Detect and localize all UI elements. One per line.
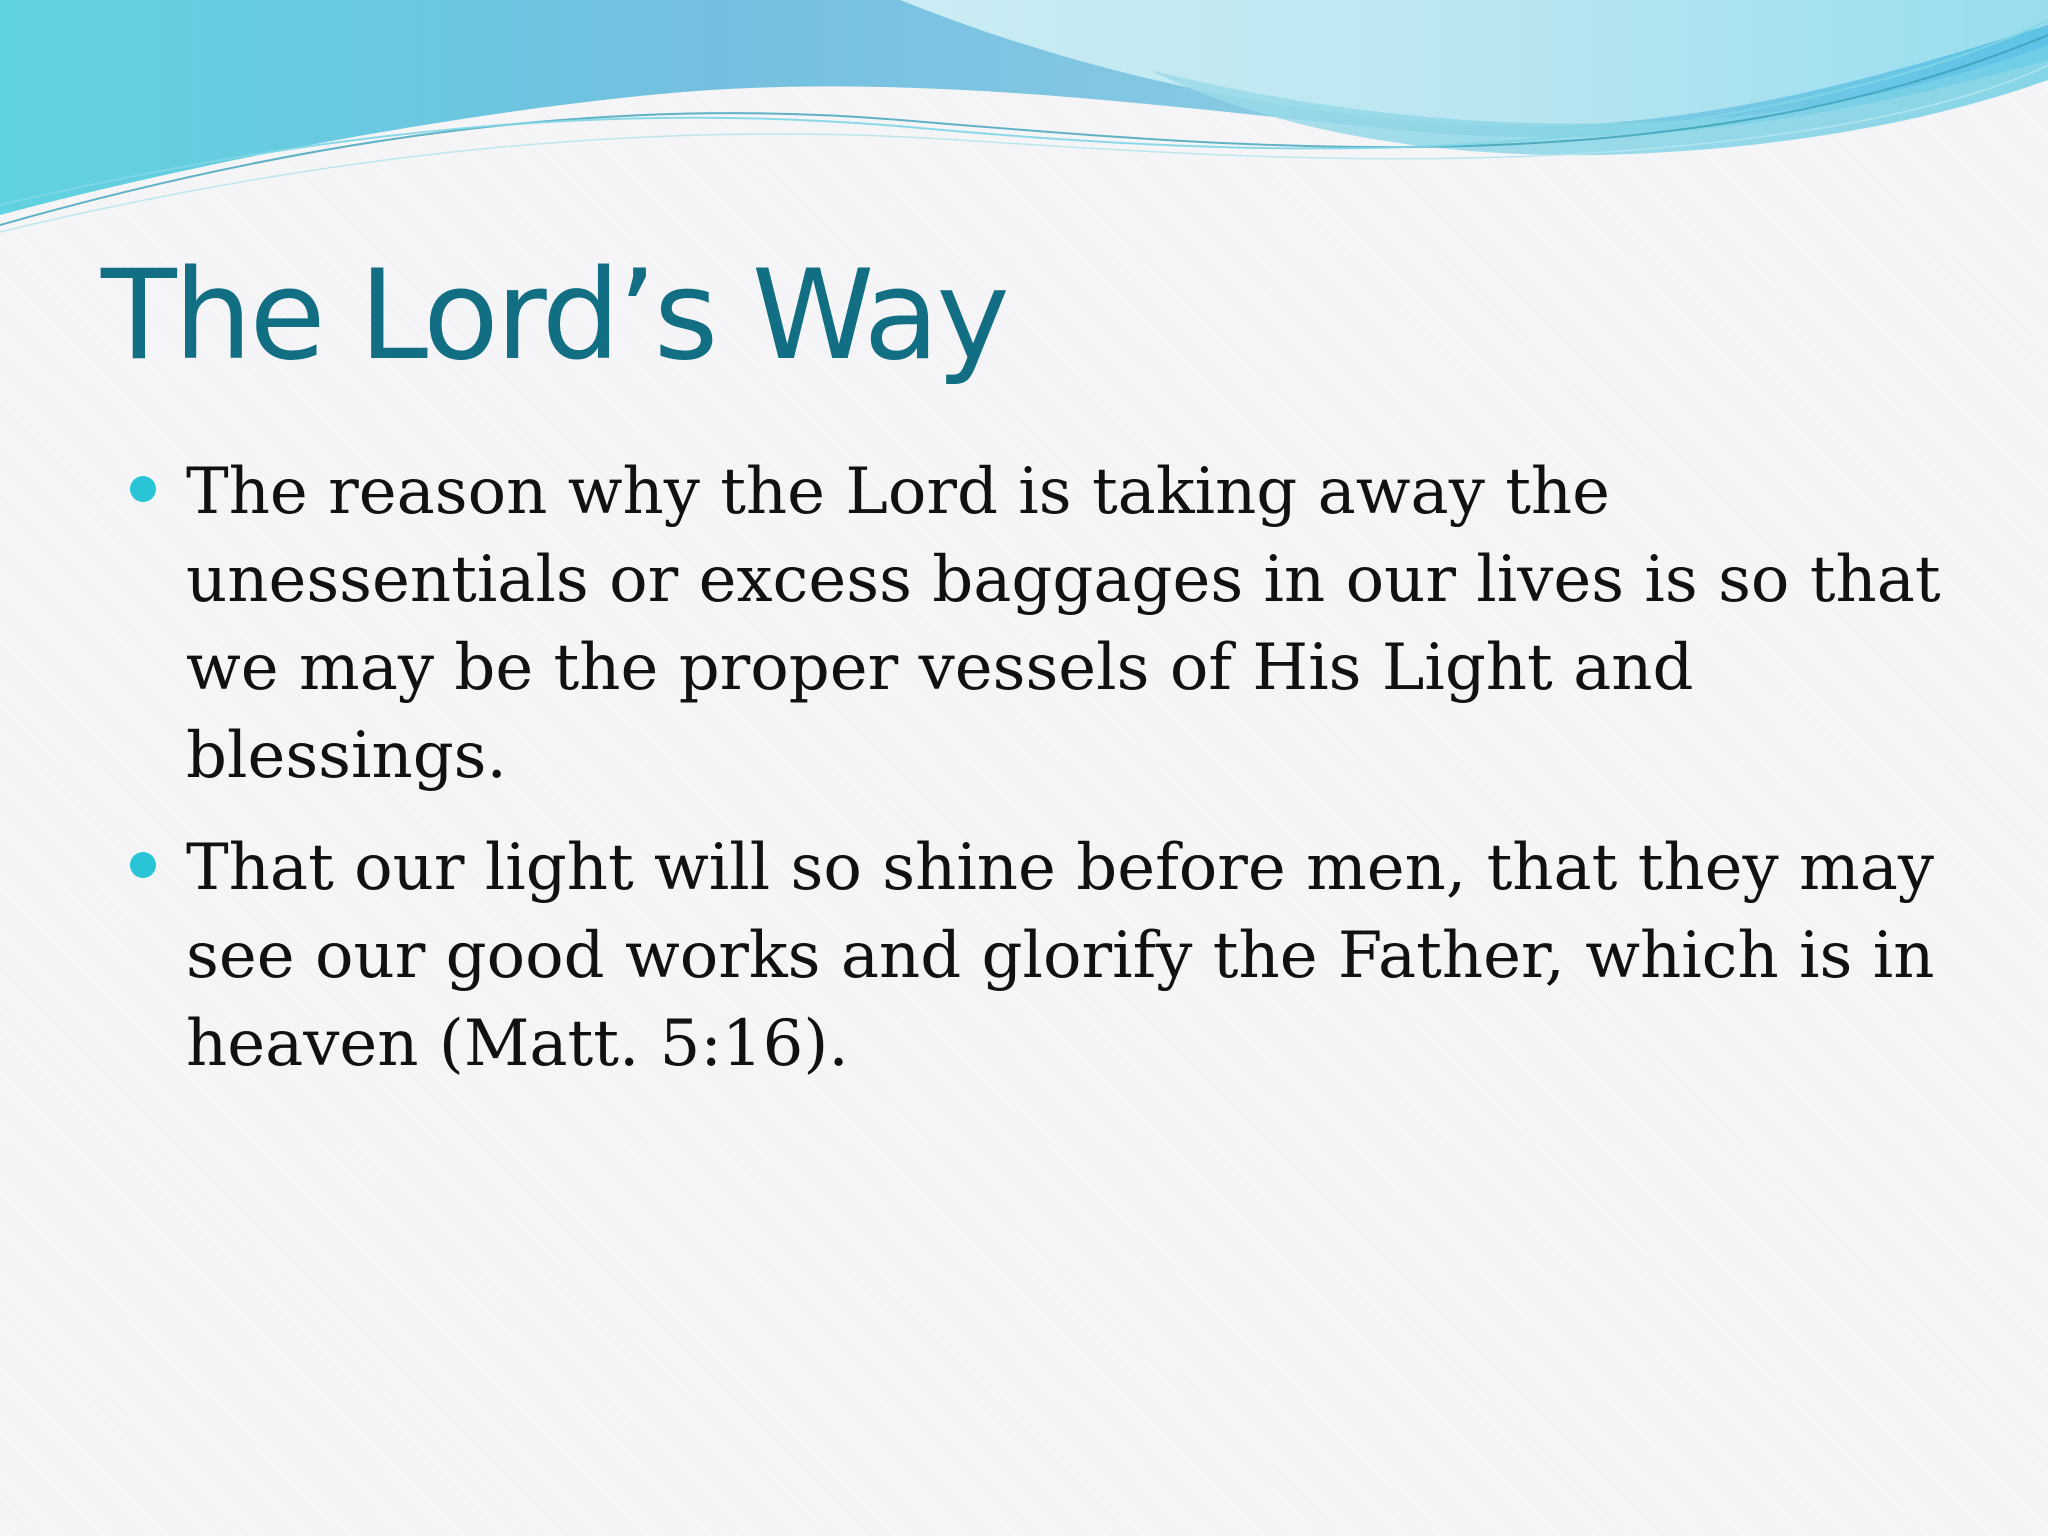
bullet-dot-icon <box>130 476 156 502</box>
bullet-text: That our light will so shine before men, that they may see our good works and glorify the Father, which is in heaven (Matt. 5:16). <box>186 831 1935 1081</box>
bullet-item <box>186 824 1966 1088</box>
bullet-dot-icon <box>130 852 156 878</box>
bullet-text: The reason why the Lord is taking away the unessentials or excess baggages in our lives is so that we may be the proper vessels of His Light and blessings. <box>186 455 1941 793</box>
bullet-item <box>186 448 1966 800</box>
bullet-list <box>186 448 1966 1112</box>
slide-title: The Lord’s Way <box>101 244 1007 388</box>
wave-header-decoration <box>0 0 2048 240</box>
